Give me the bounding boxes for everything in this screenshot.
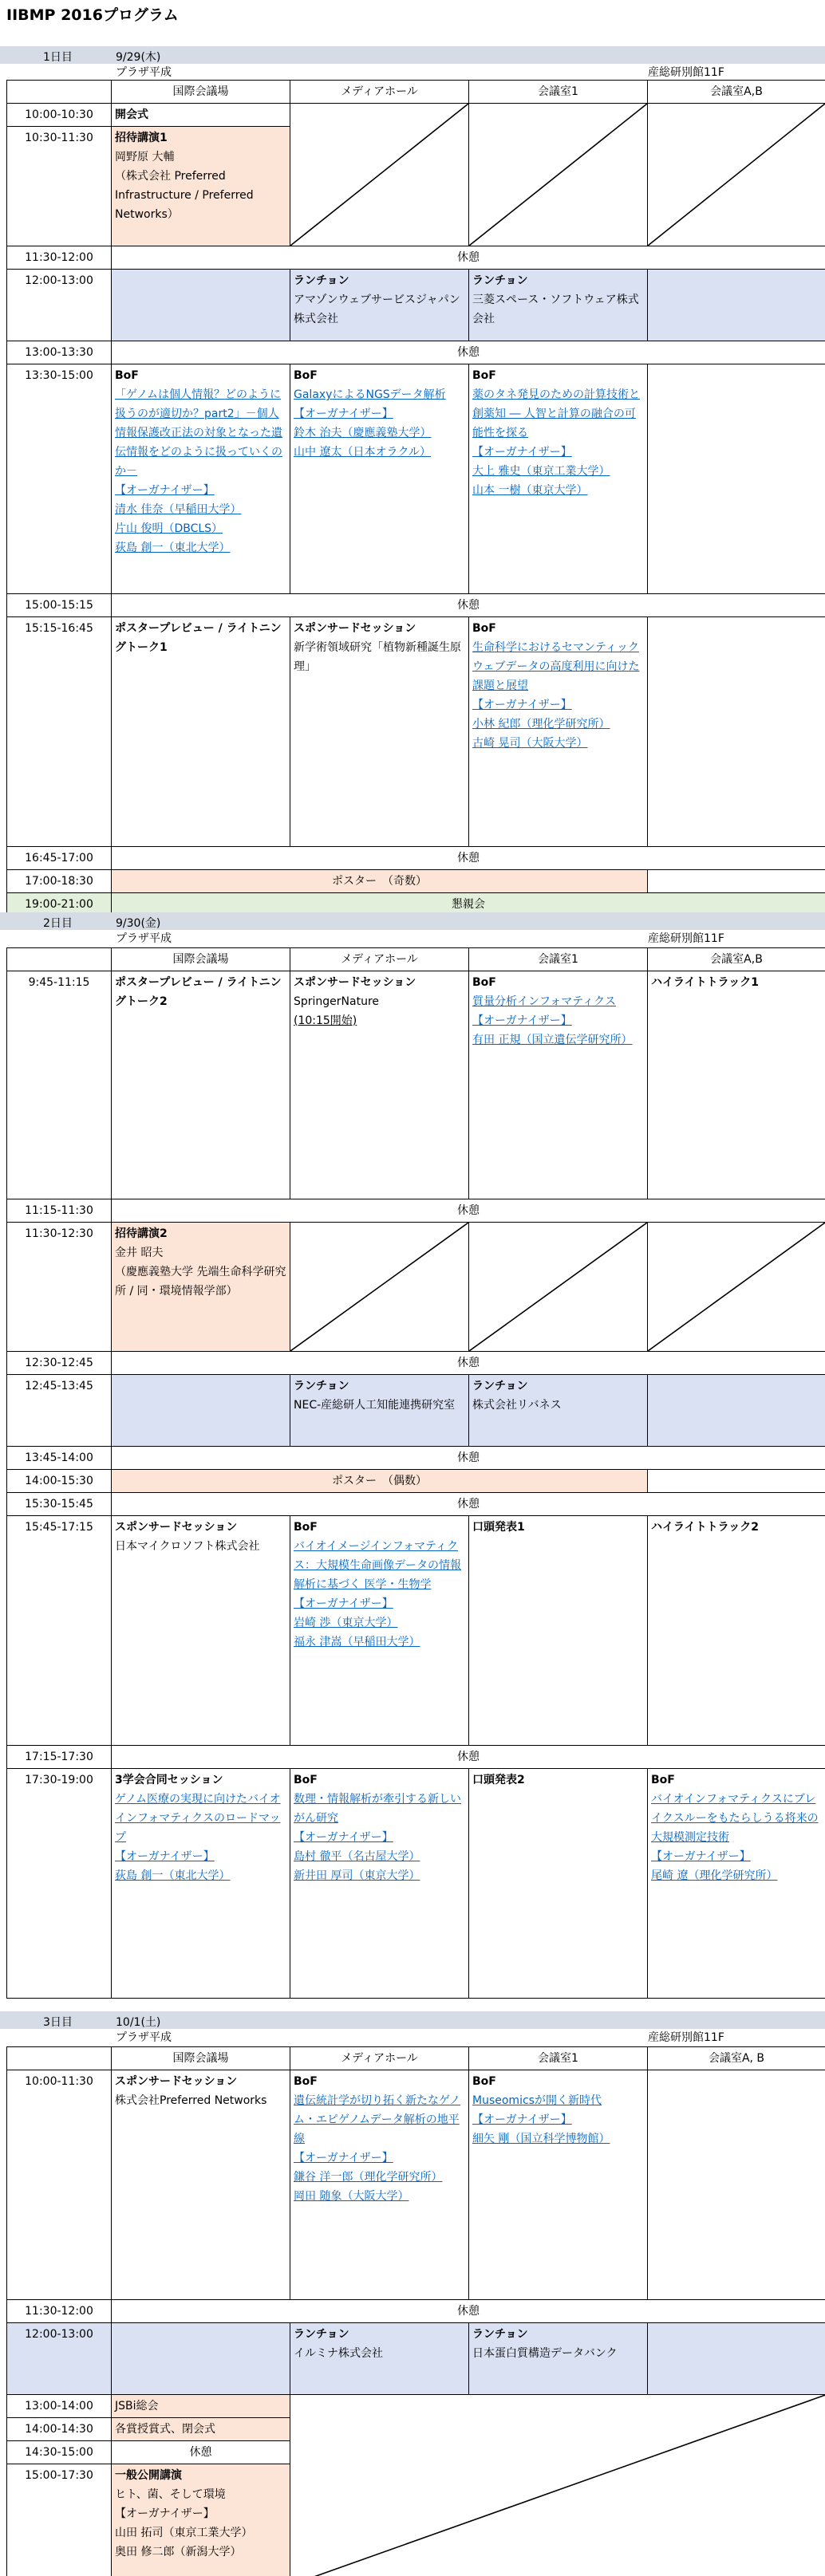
break-row: 休憩 bbox=[112, 2300, 825, 2323]
break-cell: 休憩 bbox=[112, 2441, 290, 2464]
session-title: BoF bbox=[651, 1774, 675, 1786]
time-cell: 10:00-11:30 bbox=[7, 2070, 112, 2300]
time-cell: 12:45-13:45 bbox=[7, 1375, 112, 1447]
venue-right: 産総研別館11F bbox=[648, 66, 724, 79]
day-date: 9/29(木) bbox=[116, 51, 161, 64]
session-title: ポスタープレビュー / ライトニングトーク2 bbox=[115, 976, 282, 1008]
time-cell: 9:45-11:15 bbox=[7, 971, 112, 1199]
time-cell: 13:30-15:00 bbox=[7, 364, 112, 594]
poster-row: ポスター （偶数） bbox=[112, 1470, 648, 1493]
empty-slot bbox=[648, 870, 825, 893]
day1-header bbox=[0, 46, 825, 64]
session-title: スポンサードセッション bbox=[115, 1521, 238, 1534]
lunch-empty bbox=[648, 1375, 825, 1447]
poster-row: ポスター （奇数） bbox=[112, 870, 648, 893]
organizer-label[interactable]: 【オーガナイザー】 bbox=[472, 699, 572, 711]
session-title: ハイライトトラック1 bbox=[651, 976, 760, 989]
session-link[interactable]: Museomicsが開く新時代 bbox=[472, 2094, 602, 2107]
break-row: 休憩 bbox=[112, 1746, 825, 1769]
session-title: ランチョン bbox=[472, 1380, 528, 1392]
lunch-cell-room1 bbox=[469, 1375, 648, 1447]
session-title: BoF bbox=[472, 976, 496, 989]
time-cell: 14:30-15:00 bbox=[7, 2441, 112, 2464]
day2-header bbox=[0, 912, 825, 930]
empty-slot bbox=[648, 1470, 825, 1493]
session-title: 開会式 bbox=[115, 108, 148, 121]
time-cell: 15:45-17:15 bbox=[7, 1516, 112, 1746]
time-cell: 17:15-17:30 bbox=[7, 1746, 112, 1769]
session-link[interactable]: 生命科学におけるセマンティックウェブデータの高度利用に向けた課題と展望 bbox=[472, 641, 640, 692]
session-title: 口頭発表2 bbox=[472, 1774, 525, 1786]
organizer-label[interactable]: 【オーガナイザー】 bbox=[115, 484, 215, 497]
session-title: 招待講演2 bbox=[115, 1227, 168, 1240]
sponsor-name: 新学術領域研究「植物新種誕生原理」 bbox=[294, 641, 461, 673]
keynote1-cell bbox=[112, 127, 290, 246]
speaker: 金井 昭夫 bbox=[115, 1247, 164, 1259]
empty-slot bbox=[290, 104, 469, 246]
session-title: 招待講演1 bbox=[115, 132, 168, 144]
time-cell: 12:00-13:00 bbox=[7, 270, 112, 341]
organizer-link[interactable]: 鎌谷 洋一郎（理化学研究所） bbox=[294, 2171, 443, 2184]
day-label: 2日目 bbox=[43, 917, 73, 930]
session-title: ポスタープレビュー / ライトニングトーク1 bbox=[115, 622, 282, 654]
time-cell: 13:00-14:00 bbox=[7, 2395, 112, 2418]
session-link[interactable]: バイオインフォマティクスにブレイクスルーをもたらしうる将来の大規模測定技術 bbox=[651, 1793, 819, 1844]
organizer-link[interactable]: 荻島 創一（東北大学） bbox=[115, 542, 231, 554]
lunch-empty bbox=[112, 2323, 290, 2395]
speaker: 岡野原 大輔 bbox=[115, 151, 175, 163]
session-title: ランチョン bbox=[472, 2328, 528, 2341]
affiliation: （株式会社 Preferred Infrastructure / Preferred Networks） bbox=[115, 170, 254, 221]
oral-cell bbox=[469, 1516, 648, 1746]
organizer-link[interactable]: 細矢 剛（国立科学博物館） bbox=[472, 2133, 610, 2145]
time-cell: 10:00-10:30 bbox=[7, 104, 112, 127]
organizer-name: 奥田 修二郎（新潟大学） bbox=[115, 2546, 242, 2558]
venue-left: プラザ平成 bbox=[116, 66, 172, 79]
highlight-cell bbox=[648, 1516, 825, 1746]
joint-session-cell bbox=[112, 1769, 290, 1999]
empty-slot bbox=[290, 2395, 825, 2576]
organizer-label[interactable]: 【オーガナイザー】 bbox=[472, 1014, 572, 1027]
empty-slot bbox=[648, 1223, 825, 1352]
sponsor-session-cell bbox=[290, 617, 469, 847]
organizer-link[interactable]: 福永 津嵩（早稲田大学） bbox=[294, 1636, 420, 1648]
sponsor-name: 株式会社リバネス bbox=[472, 1399, 562, 1412]
venue-right: 産総研別館11F bbox=[648, 932, 724, 945]
col-header: 国際会議場 bbox=[112, 948, 290, 971]
break-row: 休憩 bbox=[112, 1493, 825, 1516]
organizer-label[interactable]: 【オーガナイザー】 bbox=[651, 1850, 751, 1863]
session-link[interactable]: 数理・情報解析が牽引する新しいがん研究 bbox=[294, 1793, 461, 1825]
session-title: ランチョン bbox=[472, 274, 528, 287]
sponsor-session-cell bbox=[112, 1516, 290, 1746]
col-header: 国際会議場 bbox=[112, 2047, 290, 2070]
bof-cell bbox=[290, 1516, 469, 1746]
venue-right: 産総研別館11F bbox=[648, 2031, 724, 2044]
session-title: スポンサードセッション bbox=[115, 2075, 238, 2088]
col-header: 国際会議場 bbox=[112, 81, 290, 104]
lunch-cell-media bbox=[290, 270, 469, 341]
time-cell: 11:30-12:00 bbox=[7, 246, 112, 270]
empty-slot bbox=[648, 364, 825, 594]
break-row: 休憩 bbox=[112, 594, 825, 617]
highlight-cell bbox=[648, 971, 825, 1199]
session-title: BoF bbox=[115, 369, 139, 382]
bof-cell bbox=[648, 1769, 825, 1999]
time-cell: 14:00-15:30 bbox=[7, 1470, 112, 1493]
empty-slot bbox=[648, 104, 825, 246]
lunch-cell-room1 bbox=[469, 270, 648, 341]
empty-slot bbox=[648, 2070, 825, 2300]
session-title: 口頭発表1 bbox=[472, 1521, 525, 1534]
organizer-link[interactable]: 岩崎 渉（東京大学） bbox=[294, 1617, 398, 1629]
organizer-link[interactable]: 山本 一樹（東京大学） bbox=[472, 484, 588, 497]
venue-left: プラザ平成 bbox=[116, 2031, 172, 2044]
corner-cell bbox=[7, 948, 112, 971]
jsbi-cell: JSBi総会 bbox=[112, 2395, 290, 2418]
time-cell: 19:00-21:00 bbox=[7, 893, 112, 916]
session-title: BoF bbox=[294, 1774, 318, 1786]
organizer-link[interactable]: 有田 正規（国立遺伝学研究所） bbox=[472, 1034, 633, 1046]
banquet-row: 懇親会 bbox=[112, 893, 825, 916]
session-link[interactable]: ゲノム医療の実現に向けたバイオインフォマティクスのロードマップ bbox=[115, 1793, 281, 1844]
break-row: 休憩 bbox=[112, 847, 825, 870]
session-link[interactable]: 「ゲノムは個人情報？どのように扱うのが適切か？part2」－個人情報保護改正法の対象となった遺伝情報をどのように扱っていくのか－ bbox=[115, 388, 282, 478]
session-title: スポンサードセッション bbox=[294, 976, 416, 989]
lunch-empty bbox=[112, 1375, 290, 1447]
start-time-note: (10:15開始) bbox=[294, 1014, 357, 1027]
organizer-link[interactable]: 岡田 随象（大阪大学） bbox=[294, 2190, 409, 2203]
organizer-label[interactable]: 【オーガナイザー】 bbox=[472, 446, 572, 459]
sponsor-name: 日本蛋白質構造データバンク bbox=[472, 2347, 618, 2360]
session-title: ハイライトトラック2 bbox=[651, 1521, 760, 1534]
session-title: BoF bbox=[294, 369, 318, 382]
lecture-title: ヒト、菌、そして環境 bbox=[115, 2488, 226, 2501]
bof-cell bbox=[112, 364, 290, 594]
col-header: 会議室A,B bbox=[648, 948, 825, 971]
col-header: 会議室A,B bbox=[648, 81, 825, 104]
sponsor-name: NEC-産総研人工知能連携研究室 bbox=[294, 1399, 456, 1412]
sponsor-name: SpringerNature bbox=[294, 995, 380, 1008]
sponsor-name: イルミナ株式会社 bbox=[294, 2347, 383, 2360]
col-header: 会議室A, B bbox=[648, 2047, 825, 2070]
sponsor-session-cell bbox=[112, 2070, 290, 2300]
empty-slot bbox=[648, 617, 825, 847]
organizer-label: 【オーガナイザー】 bbox=[115, 2507, 215, 2520]
bof-cell bbox=[290, 2070, 469, 2300]
sponsor-name: アマゾンウェブサービスジャパン株式会社 bbox=[294, 293, 460, 325]
sponsor-name: 三菱スペース・ソフトウェア株式会社 bbox=[472, 293, 639, 325]
organizer-label[interactable]: 【オーガナイザー】 bbox=[294, 2152, 393, 2164]
lunch-empty bbox=[648, 2323, 825, 2395]
organizer-label[interactable]: 【オーガナイザー】 bbox=[294, 1597, 393, 1610]
bof-cell bbox=[469, 2070, 648, 2300]
organizer-link[interactable]: 山中 遼太（日本オラクル） bbox=[294, 446, 432, 459]
keynote2-cell bbox=[112, 1223, 290, 1352]
time-cell: 13:45-14:00 bbox=[7, 1447, 112, 1470]
break-row: 休憩 bbox=[112, 1447, 825, 1470]
organizer-link[interactable]: 古崎 晃司（大阪大学） bbox=[472, 737, 588, 750]
session-title: 3学会合同セッション bbox=[115, 1774, 223, 1786]
poster-preview-cell bbox=[112, 617, 290, 847]
time-cell: 13:00-13:30 bbox=[7, 341, 112, 364]
break-row: 休憩 bbox=[112, 341, 825, 364]
day2-schedule-table bbox=[6, 947, 825, 1999]
session-title: ランチョン bbox=[294, 1380, 349, 1392]
organizer-name: 山田 拓司（東京工業大学） bbox=[115, 2527, 253, 2539]
day-label: 3日目 bbox=[43, 2016, 73, 2029]
col-header: 会議室1 bbox=[469, 948, 648, 971]
empty-slot bbox=[469, 1223, 648, 1352]
day1-schedule-table bbox=[6, 80, 825, 916]
organizer-label[interactable]: 【オーガナイザー】 bbox=[294, 408, 393, 420]
session-title: ランチョン bbox=[294, 2328, 349, 2341]
col-header: 会議室1 bbox=[469, 2047, 648, 2070]
affiliation: （慶應義塾大学 先端生命科学研究所 / 同・環境情報学部） bbox=[115, 1266, 286, 1298]
lunch-cell-media bbox=[290, 2323, 469, 2395]
awards-cell: 各賞授賞式、閉会式 bbox=[112, 2418, 290, 2441]
venue-left: プラザ平成 bbox=[116, 932, 172, 945]
session-title: 一般公開講演 bbox=[115, 2469, 182, 2482]
organizer-link[interactable]: 小林 紀郎（理化学研究所） bbox=[472, 718, 610, 731]
lunch-cell-room1 bbox=[469, 2323, 648, 2395]
bof-cell bbox=[290, 1769, 469, 1999]
time-cell: 17:30-19:00 bbox=[7, 1769, 112, 1999]
col-header: メディアホール bbox=[290, 948, 469, 971]
page-title: IIBMP 2016プログラム bbox=[6, 6, 179, 24]
lunch-empty bbox=[648, 270, 825, 341]
session-title: ランチョン bbox=[294, 274, 349, 287]
corner-cell bbox=[7, 2047, 112, 2070]
time-cell: 11:30-12:00 bbox=[7, 2300, 112, 2323]
organizer-label[interactable]: 【オーガナイザー】 bbox=[294, 1831, 393, 1844]
empty-slot bbox=[290, 1223, 469, 1352]
poster-preview-cell bbox=[112, 971, 290, 1199]
organizer-link[interactable]: 島村 徹平（名古屋大学） bbox=[294, 1850, 420, 1863]
day-date: 10/1(土) bbox=[116, 2016, 161, 2029]
break-row: 休憩 bbox=[112, 1199, 825, 1223]
sponsor-session-cell bbox=[290, 971, 469, 1199]
day-label: 1日目 bbox=[43, 51, 73, 64]
time-cell: 15:15-16:45 bbox=[7, 617, 112, 847]
time-cell: 11:30-12:30 bbox=[7, 1223, 112, 1352]
organizer-link[interactable]: 尾崎 遼（理化学研究所） bbox=[651, 1869, 778, 1882]
session-link[interactable]: バイオイメージインフォマティクス：大規模生命画像データの情報解析に基づく 医学・生物学 bbox=[294, 1540, 461, 1591]
time-cell: 17:00-18:30 bbox=[7, 870, 112, 893]
organizer-link[interactable]: 清水 佳奈（早稲田大学） bbox=[115, 503, 242, 516]
session-title: BoF bbox=[294, 1521, 318, 1534]
time-cell: 16:45-17:00 bbox=[7, 847, 112, 870]
lunch-cell-media bbox=[290, 1375, 469, 1447]
time-cell: 15:00-15:15 bbox=[7, 594, 112, 617]
organizer-link[interactable]: 鈴木 治夫（慶應義塾大学） bbox=[294, 427, 432, 439]
bof-cell bbox=[469, 617, 648, 847]
break-row: 休憩 bbox=[112, 1352, 825, 1375]
bof-cell bbox=[469, 364, 648, 594]
session-link[interactable]: 遺伝統計学が切り拓く新たなゲノム・エピゲノムデータ解析の地平線 bbox=[294, 2094, 461, 2145]
day-date: 9/30(金) bbox=[116, 917, 161, 930]
session-link[interactable]: GalaxyによるNGSデータ解析 bbox=[294, 388, 446, 401]
col-header: 会議室1 bbox=[469, 81, 648, 104]
session-title: BoF bbox=[294, 2075, 318, 2088]
session-title: スポンサードセッション bbox=[294, 622, 416, 635]
time-cell: 15:30-15:45 bbox=[7, 1493, 112, 1516]
sponsor-name: 株式会社Preferred Networks bbox=[115, 2094, 267, 2107]
sponsor-name: 日本マイクロソフト株式会社 bbox=[115, 1540, 260, 1553]
organizer-link[interactable]: 新井田 厚司（東京大学） bbox=[294, 1869, 420, 1882]
session-link[interactable]: 質量分析インフォマティクス bbox=[472, 995, 617, 1008]
break-row: 休憩 bbox=[112, 246, 825, 270]
lunch-empty bbox=[112, 270, 290, 341]
session-title: BoF bbox=[472, 369, 496, 382]
session-link[interactable]: 薬のタネ発見のための計算技術と創薬知 ― 人智と計算の融合の可能性を探る bbox=[472, 388, 640, 439]
public-lecture-cell bbox=[112, 2464, 290, 2576]
corner-cell bbox=[7, 81, 112, 104]
organizer-label[interactable]: 【オーガナイザー】 bbox=[472, 2113, 572, 2126]
time-cell: 15:00-17:30 bbox=[7, 2464, 112, 2576]
oral-cell bbox=[469, 1769, 648, 1999]
time-cell: 12:00-13:00 bbox=[7, 2323, 112, 2395]
time-cell: 10:30-11:30 bbox=[7, 127, 112, 246]
organizer-link[interactable]: 大上 雅史（東京工業大学） bbox=[472, 465, 610, 478]
organizer-link[interactable]: 荻島 創一（東北大学） bbox=[115, 1869, 231, 1882]
time-cell: 14:00-14:30 bbox=[7, 2418, 112, 2441]
opening-cell bbox=[112, 104, 290, 127]
organizer-label[interactable]: 【オーガナイザー】 bbox=[115, 1850, 215, 1863]
bof-cell bbox=[469, 971, 648, 1199]
empty-slot bbox=[469, 104, 648, 246]
bof-cell bbox=[290, 364, 469, 594]
col-header: メディアホール bbox=[290, 2047, 469, 2070]
session-title: BoF bbox=[472, 2075, 496, 2088]
time-cell: 11:15-11:30 bbox=[7, 1199, 112, 1223]
col-header: メディアホール bbox=[290, 81, 469, 104]
organizer-link[interactable]: 片山 俊明（DBCLS） bbox=[115, 522, 223, 535]
session-title: BoF bbox=[472, 622, 496, 635]
day3-header bbox=[0, 2011, 825, 2029]
day3-schedule-table bbox=[6, 2046, 825, 2576]
time-cell: 12:30-12:45 bbox=[7, 1352, 112, 1375]
